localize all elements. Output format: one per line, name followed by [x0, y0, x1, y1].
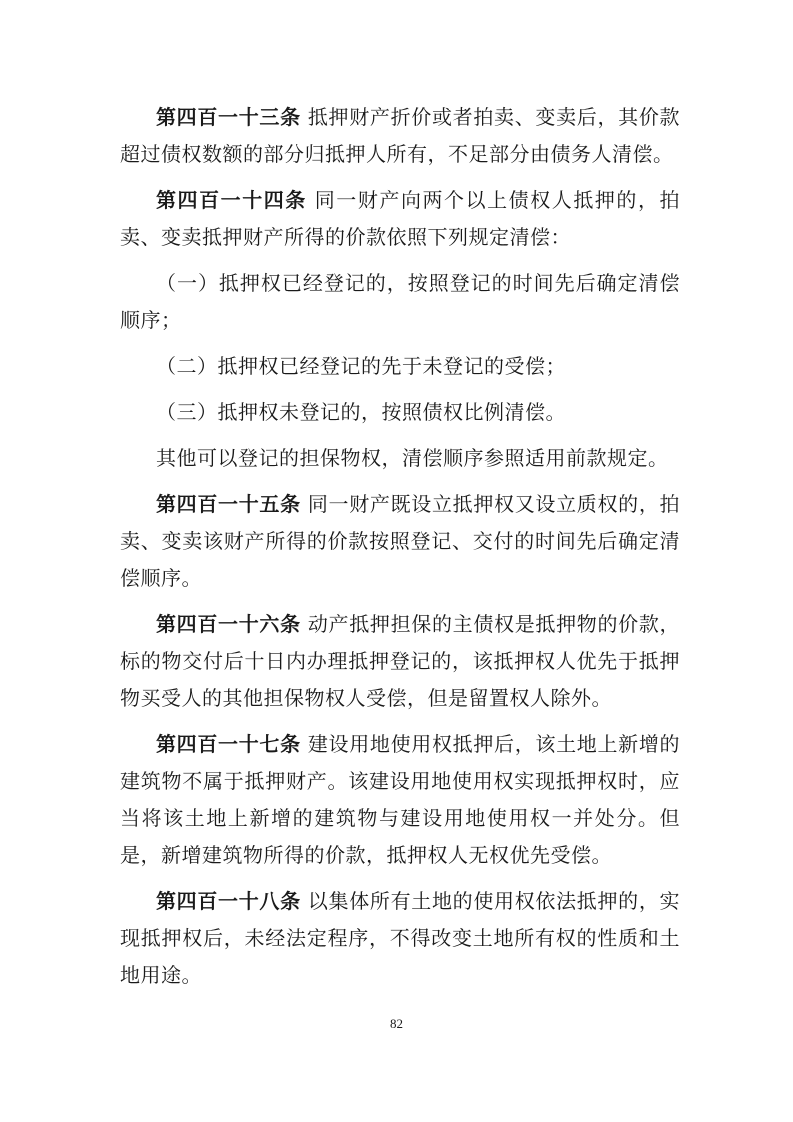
article-text: 同一财产既设立抵押权又设立质权的，拍卖、变卖该财产所得的价款按照登记、交付的时间先后确定清偿顺序。	[120, 492, 681, 590]
document-body	[120, 99, 680, 1003]
article-title: 第四百一十五条	[156, 492, 301, 516]
article-text: 以集体所有土地的使用权依法抵押的，实现抵押权后，未经法定程序，不得改变土地所有权的性质和土地用途。	[120, 889, 681, 987]
article-414	[120, 182, 680, 256]
article-text: 抵押财产折价或者拍卖、变卖后，其价款超过债权数额的部分归抵押人所有，不足部分由债务人清偿。	[120, 105, 681, 166]
article-414-item-3: （三）抵押权未登记的，按照债权比例清偿。	[156, 400, 566, 424]
article-418	[120, 883, 680, 994]
article-title: 第四百一十六条	[156, 612, 301, 636]
page-number: 82	[390, 1016, 403, 1031]
article-text: 动产抵押担保的主债权是抵押物的价款，标的物交付后十日内办理抵押登记的，该抵押权人优先于抵押物买受人的其他担保物权人受偿，但是留置权人除外。	[120, 612, 681, 710]
article-413	[120, 99, 680, 173]
article-title: 第四百一十四条	[156, 188, 307, 212]
article-text: 建设用地使用权抵押后，该土地上新增的建筑物不属于抵押财产。该建设用地使用权实现抵押权时，应当将该土地上新增的建筑物与建设用地使用权一并处分。但是，新增建筑物所得的价款，抵押权人无权优先受偿。	[120, 732, 681, 867]
article-text: 同一财产向两个以上债权人抵押的，拍卖、变卖抵押财产所得的价款依照下列规定清偿：	[120, 188, 681, 249]
article-414-item-2: （二）抵押权已经登记的先于未登记的受偿；	[156, 354, 566, 378]
article-title: 第四百一十七条	[156, 732, 301, 756]
article-414-item-1: （一）抵押权已经登记的，按照登记的时间先后确定清偿顺序；	[120, 271, 680, 332]
article-414-note: 其他可以登记的担保物权，清偿顺序参照适用前款规定。	[156, 446, 669, 470]
article-title: 第四百一十八条	[156, 889, 301, 913]
article-title: 第四百一十三条	[156, 105, 301, 129]
article-415	[120, 486, 680, 597]
article-417	[120, 726, 680, 874]
article-416	[120, 606, 680, 717]
